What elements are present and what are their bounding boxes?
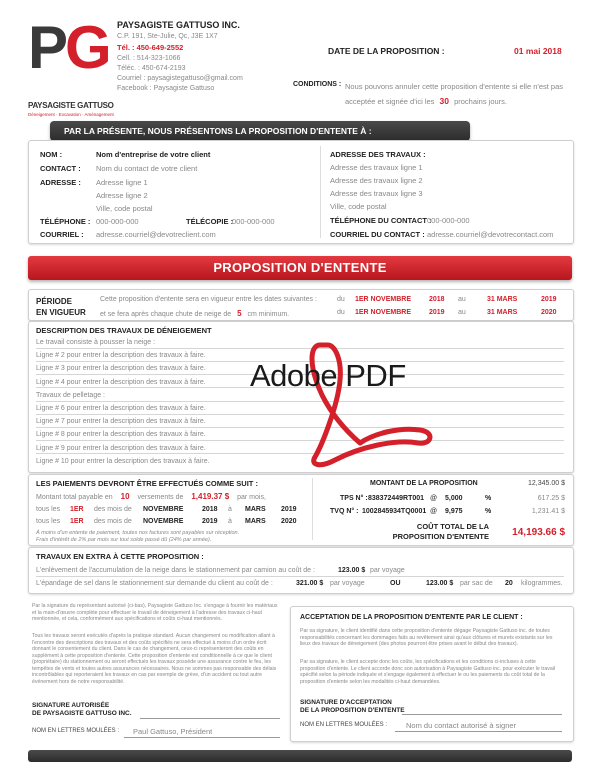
company-info <box>117 20 297 92</box>
description-line: Ligne # 9 pour entrer la description des travaux à faire. <box>36 444 206 452</box>
acceptance-sig-label <box>300 699 405 715</box>
description-line: Ligne # 2 pour entrer la description des travaux à faire. <box>36 352 206 360</box>
period-text1: Cette proposition d'entente sera en vigueur entre les dates suivantes : <box>100 296 317 303</box>
period-text2a: et se fera après chaque chute de neige de <box>100 311 232 318</box>
period-du-1: du <box>337 296 345 303</box>
description-line: Travaux de pelletage : <box>36 391 106 399</box>
tps-number: 838372449RT001 <box>368 495 425 502</box>
extra-line2: L'épandage de sel dans le stationnement sur demande du client au coût de : <box>36 580 273 587</box>
description-line: Ligne # 7 pour entrer la description des travaux à faire. <box>36 418 206 426</box>
total-value: 14,193.66 $ <box>512 527 565 538</box>
description-title: DESCRIPTION DES TRAVAUX DE DÉNEIGEMENT <box>36 326 212 335</box>
acceptance-p1: Par sa signature, le client identifié dans cette proposition d'entente dégage Paysagiste Gattuso inc. de toutes responsabilités concernant les dommages faits au revêtement ainsi qu'aux clôtures et murets existants sur les lieux des travaux de déneigement (des photos pourront être prises avant le début des travaux). <box>300 628 553 647</box>
watermark-text: Adobe PDF <box>250 358 406 393</box>
acceptance-sig-label-1: SIGNATURE D'ACCEPTATION <box>300 699 392 706</box>
payments-r1-from: NOVEMBRE <box>143 506 184 513</box>
description-lines <box>36 339 210 471</box>
client-tel-label: TÉLÉPHONE : <box>40 217 91 226</box>
acceptance-p2: Par sa signature, le client accepte donc les coûts, les spécifications et les conditions ci-incluses à cette proposition d'entente. Le client accorde donc son autorisation à Paysagiste Gattuso inc. pour exécuter le travail spécifié selon la période indiquée et s'engage également à effectuer le ou les paiements du coût total de la proposition d'entente selon les modalités ci-haut demandées. <box>300 659 556 685</box>
tvq-rate: 9,975 <box>445 508 463 515</box>
client-contact-label: CONTACT : <box>40 164 81 173</box>
montant-label: MONTANT DE LA PROPOSITION <box>370 480 478 487</box>
extra-line1-unit: par voyage <box>370 567 405 574</box>
signature-left-line <box>140 718 280 719</box>
company-telec: Téléc. : 450-674-2193 <box>117 65 186 72</box>
client-adresse-label: ADRESSE : <box>40 178 81 187</box>
conditions-text <box>345 80 580 109</box>
payments-tous-les-2: tous les <box>36 518 61 525</box>
period-label <box>36 296 86 318</box>
tvq-at: @ <box>430 508 438 515</box>
conditions-label: CONDITIONS : <box>293 81 342 88</box>
client-nom-label: NOM : <box>40 150 63 159</box>
client-adresse1: Adresse ligne 1 <box>96 178 148 187</box>
description-line: Le travail consiste à pousser la neige : <box>36 339 156 346</box>
period-r2-end-year: 2020 <box>541 309 557 316</box>
payments-divider <box>312 478 313 540</box>
client-ville: Ville, code postal <box>96 204 153 213</box>
period-r1-start-year: 2018 <box>429 296 445 303</box>
works-email-label: COURRIEL DU CONTACT : <box>330 230 425 239</box>
payments-line1 <box>36 492 266 501</box>
payments-ler-2: 1ER <box>70 518 84 525</box>
conditions-text-after: prochains jours. <box>454 97 508 106</box>
company-name: PAYSAGISTE GATTUSO INC. <box>117 20 240 30</box>
works-ville: Ville, code postal <box>330 202 387 211</box>
payments-amount: 1,419.37 $ <box>191 492 230 501</box>
signature-left-name-line <box>124 737 280 738</box>
period-r2-start: 1ER NOVEMBRE <box>355 309 412 316</box>
period-r1-start: 1ER NOVEMBRE <box>355 296 412 303</box>
payments-tous-les-1: tous les <box>36 506 61 513</box>
payments-des-mois-2: des mois de <box>94 518 132 525</box>
period-r2-end: 31 MARS <box>487 309 518 316</box>
works-address1: Adresse des travaux ligne 1 <box>330 163 423 172</box>
period-r2-start-year: 2019 <box>429 309 445 316</box>
acceptance-name-label: NOM EN LETTRES MOULÉES : <box>300 722 388 728</box>
extra-line2-unit2: par sac de <box>460 580 493 587</box>
period-r1-end: 31 MARS <box>487 296 518 303</box>
client-adresse2: Adresse ligne 2 <box>96 191 148 200</box>
payments-a-2: à <box>228 518 232 525</box>
tps-pct: % <box>485 495 492 502</box>
acceptance-sig-line <box>402 714 562 715</box>
payments-r1-to-year: 2019 <box>281 506 297 513</box>
payments-des-mois-1: des mois de <box>94 506 132 513</box>
client-email: adresse.courriel@devotreclient.com <box>96 230 216 239</box>
client-email-label: COURRIEL : <box>40 230 84 239</box>
period-au-1: au <box>458 296 466 303</box>
payments-ler-1: 1ER <box>70 506 84 513</box>
period-label-1: PÉRIODE <box>36 297 73 306</box>
period-text2b: cm minimum. <box>247 311 290 318</box>
client-tel: 000-000-000 <box>96 217 139 226</box>
company-email: Courriel : paysagistegattuso@gmail.com <box>117 75 243 82</box>
description-line: Ligne # 8 pour entrer la description des travaux à faire. <box>36 431 206 439</box>
description-line: Ligne # 3 pour entrer la description des travaux à faire. <box>36 365 206 373</box>
tps-label: TPS N° : <box>340 495 368 502</box>
proposal-title: PROPOSITION D'ENTENTE <box>213 260 387 275</box>
proposal-date-value: 01 mai 2018 <box>514 46 562 56</box>
extra-line1: L'enlèvement de l'accumulation de la neige dans le stationnement par camion au coût de : <box>36 567 315 574</box>
period-label-2: EN VIGUEUR <box>36 308 86 317</box>
acceptance-name: Nom du contact autorisé à signer <box>406 721 517 730</box>
extra-line1-amount: 123.00 $ <box>338 567 366 574</box>
tps-at: @ <box>430 495 438 502</box>
signature-left-label-2: DE PAYSAGISTE GATTUSO INC. <box>32 710 132 717</box>
extra-line2-amount2: 123.00 $ <box>426 580 454 587</box>
company-logo <box>28 14 114 118</box>
acceptance-name-line <box>395 731 562 732</box>
description-line: Ligne # 4 pour entrer la description des travaux à faire. <box>36 378 206 386</box>
total-label-1: COÛT TOTAL DE LA <box>416 522 489 531</box>
extra-line2-kg: 20 <box>505 580 513 587</box>
period-r1-end-year: 2019 <box>541 296 557 303</box>
acceptance-sig-label-2: DE LA PROPOSITION D'ENTENTE <box>300 707 405 714</box>
signature-left-name: Paul Gattuso, Président <box>133 727 213 736</box>
extra-line2-unit: par voyage <box>330 580 365 587</box>
payments-r2-to: MARS <box>245 518 266 525</box>
works-email: adresse.courriel@devotrecontact.com <box>427 230 554 239</box>
signature-left-p2: Tous les travaux seront exécutés d'après la pratique standard. Aucun changement ou modification allant à l'encontre des descriptions des travaux et des coûts spécifiés ne sera effectué à moins d'un ordre écrit donnant le consentement du client. Dans le cas de changement, ceux-ci représenteront des coûts en supplément à cette proposition d'entente. Cette proposition d'entente est conditionnelle à ce que le client (propriétaire) du stationnement ou seront effectués les travaux possède une assurance contre le feu, les tempêtes de vents et toutes autres assurances nécessaires. Nous ne sommes pas responsable des délais incontrôlables qui reporteraient les travaux en cas par exemple de grève, d'un accident ou tout autre événement hors de notre responsabilité. <box>32 633 277 685</box>
client-divider <box>320 146 321 238</box>
adobe-pdf-icon <box>250 335 450 470</box>
payments-note1: À moins d'un entente de paiement, toutes nos factures sont payables sur réception. <box>36 530 240 536</box>
payments-t2: versements de <box>137 494 184 501</box>
period-du-2: du <box>337 309 345 316</box>
tvq-number: 1002845934TQ0001 <box>362 508 427 515</box>
payments-r1-to: MARS <box>245 506 266 513</box>
tps-amount: 617.25 $ <box>537 495 565 502</box>
signature-left-name-label: NOM EN LETTRES MOULÉES : <box>32 728 120 734</box>
works-tel-label: TÉLÉPHONE DU CONTACT : <box>330 216 432 225</box>
payments-note2: Frais d'intérêt de 2% par mois sur tout solde passé dû (24% par année). <box>36 537 212 543</box>
company-tel: Tél. : 450-649-2552 <box>117 43 184 52</box>
payments-title: LES PAIEMENTS DEVRONT ÊTRE EFFECTUÉS COMME SUIT : <box>36 479 258 488</box>
payments-r1-from-year: 2018 <box>202 506 218 513</box>
total-label <box>392 522 489 542</box>
title-bar <box>28 256 572 280</box>
extra-title: TRAVAUX EN EXTRA À CETTE PROPOSITION : <box>36 552 204 561</box>
tps-rate: 5,000 <box>445 495 463 502</box>
period-text2 <box>100 309 289 318</box>
payments-r2-from: NOVEMBRE <box>143 518 184 525</box>
period-au-2: au <box>458 309 466 316</box>
works-label: ADRESSE DES TRAVAUX : <box>330 150 426 159</box>
tvq-pct: % <box>485 508 492 515</box>
company-facebook: Facebook : Paysagiste Gattuso <box>117 85 215 92</box>
description-line: Ligne # 10 pour entrer la description des travaux à faire. <box>36 457 210 465</box>
acceptance-title: ACCEPTATION DE LA PROPOSITION D'ENTENTE PAR LE CLIENT : <box>300 614 523 621</box>
extra-rule <box>36 576 564 577</box>
works-address2: Adresse des travaux ligne 2 <box>330 176 423 185</box>
payments-r2-from-year: 2019 <box>202 518 218 525</box>
signature-left-label <box>32 702 132 718</box>
payments-a-1: à <box>228 506 232 513</box>
conditions-days: 30 <box>439 96 449 106</box>
logo-tagline: Déneigement · Excavation · Aménagement <box>28 112 114 117</box>
logo-name: PAYSAGISTE GATTUSO <box>28 101 114 110</box>
logo-letters <box>28 14 109 81</box>
period-cm: 5 <box>237 309 242 318</box>
works-address3: Adresse des travaux ligne 3 <box>330 189 423 198</box>
montant-value: 12,345.00 $ <box>528 480 565 487</box>
client-fax: 000-000-000 <box>232 217 275 226</box>
extra-ou: OU <box>390 580 401 587</box>
header-banner <box>50 121 470 141</box>
signature-left-label-1: SIGNATURE AUTORISÉE <box>32 702 110 709</box>
conditions-text-before: Nous pouvons annuler cette proposition d'entente si elle n'est pas acceptée et signée d'ici les <box>345 82 564 106</box>
payments-r2-to-year: 2020 <box>281 518 297 525</box>
tvq-amount: 1,231.41 $ <box>531 508 565 515</box>
payments-t1: Montant total payable en <box>36 494 113 501</box>
client-contact: Nom du contact de votre client <box>96 164 198 173</box>
signature-left-p1: Par la signature du représentant autorisé (ci-bas), Paysagiste Gattuso Inc. s'engage à fournir les matériaux et la main-d'œuvre complète pour effectuer le travail de déneigement à l'adresse des travaux ci-haut mentionnée, et cela, conformément aux spécifications et coûts ci-haut mentionnés. <box>32 603 278 622</box>
logo-letter-g: G <box>65 14 109 81</box>
footer-bar <box>28 750 572 762</box>
total-label-2: PROPOSITION D'ENTENTE <box>392 532 489 541</box>
proposal-date-label: DATE DE LA PROPOSITION : <box>328 46 445 56</box>
company-cell: Cell. : 514-323-1066 <box>117 55 181 62</box>
description-line: Ligne # 6 pour entrer la description des travaux à faire. <box>36 404 206 412</box>
header-banner-text: PAR LA PRÉSENTE, NOUS PRÉSENTONS LA PROPOSITION D'ENTENTE À : <box>64 126 372 136</box>
company-address: C.P. 191, Ste-Julie, Qc, J3E 1X7 <box>117 33 218 40</box>
tvq-label: TVQ N° : <box>330 508 359 515</box>
works-tel: 000-000-000 <box>427 216 470 225</box>
extra-line2-amount: 321.00 $ <box>296 580 324 587</box>
payments-t3: par mois, <box>237 494 266 501</box>
client-nom: Nom d'entreprise de votre client <box>96 150 211 159</box>
extra-line2-kg-unit: kilogrammes. <box>521 580 563 587</box>
logo-letter-p: P <box>28 14 66 81</box>
client-fax-label: TÉLÉCOPIE : <box>186 217 234 226</box>
payments-n: 10 <box>120 492 130 501</box>
